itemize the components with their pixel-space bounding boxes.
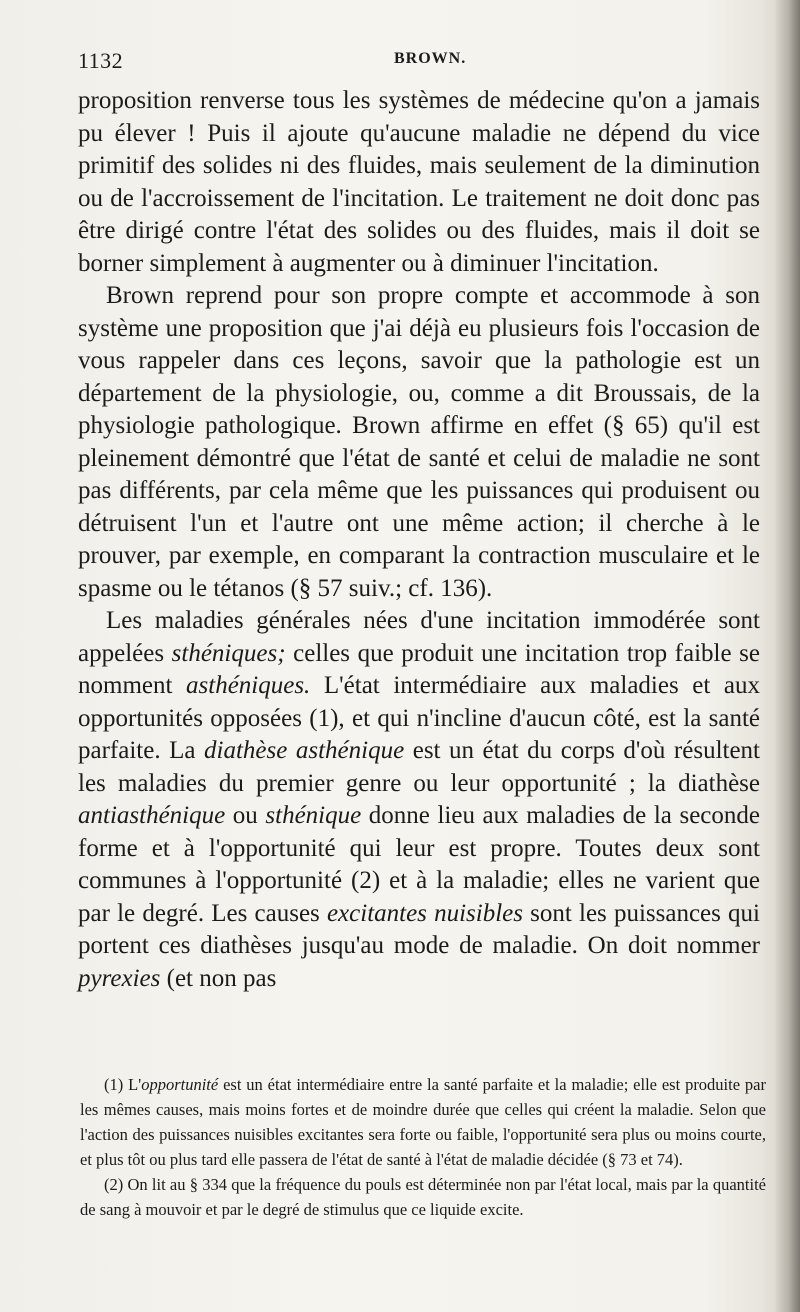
footnote-1-text: est un état intermédiaire entre la santé parfaite et la maladie; elle est produite par les mêmes causes, mais moins fortes et de moindre durée que celles qui créent la maladie. Selon que l'action des puissances nuisibles excitantes sera forte ou faible, l'opportunité sera plus ou moins courte, et plus tôt ou plus tard elle passera de l'état de santé à l'état de maladie décidée (§ 73 et 74). [80,1075,766,1169]
p3-italic-antiasthenic: antiasthénique [78,802,226,829]
running-head: BROWN. [394,50,467,67]
paragraph-3 [78,605,760,995]
footnote-2: (2) On lit au § 334 que la fréquence du pouls est déterminée non par l'état local, mais par la quantité de sang à mouvoir et par le degré de stimulus que ce liquide excite. [80,1175,766,1219]
paragraph-1: proposition renverse tous les systèmes de médecine qu'on a jamais pu élever ! Puis il ajoute qu'aucune maladie ne dépend du vice primitif des solides ni des fluides, mais seulement de la diminution ou de l'accroissement de l'incitation. Le traitement ne doit donc pas être dirigé contre l'état des solides ou des fluides, mais il doit se borner simplement à augmenter ou à diminuer l'incitation. [78,87,760,277]
p3-text-2: celles que produit une incitation trop faible se nomment [78,639,760,699]
page-edge-shadow [774,0,800,1312]
footnote-1 [80,1072,766,1172]
p3-italic-pyrexies: pyrexies [78,964,161,992]
p3-italic-excitantes: excitantes nuisibles [326,899,523,927]
footnotes [80,1072,766,1222]
footnote-1-lead: (1) L' [104,1075,142,1094]
p3-italic-asthenic-diathesis: diathèse asthénique [204,737,405,764]
p3-text-4: est un état du corps d'où résultent les maladies du premier genre ou leur opportunité ; la diathèse [78,737,760,797]
page-number: 1132 [78,48,124,73]
p3-text-7: sont les puissances qui portent ces diathèses jusqu'au mode de maladie. On doit nommer [78,899,760,959]
p3-text-3: L'état intermédiaire aux maladies et aux opportunités opposées (1), et qui n'incline d'aucun côté, est la santé parfaite. La [78,672,760,764]
footnote-1-italic: opportunité [141,1075,219,1094]
p3-italic-sthenique: sthénique [265,802,362,829]
p3-text-1: Les maladies générales nées d'une incitation immodérée sont appelées [78,607,760,667]
page-header [78,44,764,76]
p3-italic-sthenic: sthéniques; [171,639,286,667]
p3-italic-asthenic: asthéniques. [186,672,311,699]
p3-text-6: donne lieu aux maladies de la seconde forme et à l'opportunité qui leur est propre. Toutes deux sont communes à l'opportunité (2) et à la maladie; elles ne varient que par le degré. Les causes [78,802,760,927]
paragraph-2: Brown reprend pour son propre compte et accommode à son système une proposition que j'ai déjà eu plusieurs fois l'occasion de vous rappeler dans ces leçons, savoir que la pathologie est un département de la physiologie, ou, comme a dit Broussais, de la physiologie pathologique. Brown affirme en effet (§ 65) qu'il est pleinement démontré que l'état de santé et celui de maladie ne sont pas différents, par cela même que les puissances qui produisent ou détruisent l'un et l'autre ont une même action; il cherche à le prouver, par exemple, en comparant la contraction musculaire et le spasme ou le tétanos (§ 57 suiv.; cf. 136). [78,282,760,602]
main-text [78,85,760,995]
p3-text-5: ou [225,802,266,829]
p3-text-8: (et non pas [160,964,277,992]
